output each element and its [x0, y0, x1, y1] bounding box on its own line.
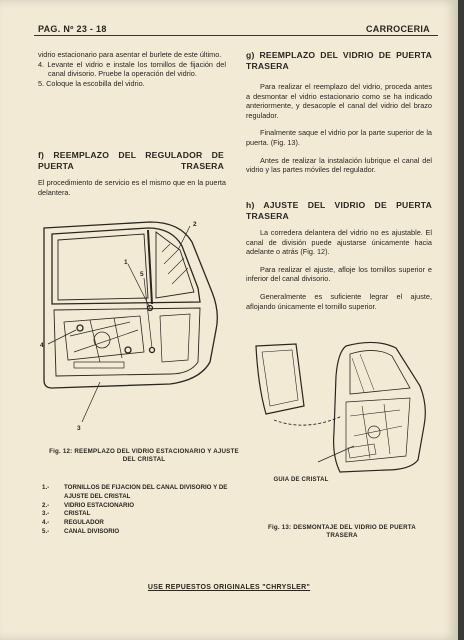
- header-rule: [34, 35, 438, 36]
- intro-text: vidrio estacionario para asentar el burlete de este último.: [38, 50, 222, 59]
- legend-item: 1.- TORNILLOS DE FIJACION DEL CANAL DIVISORIO Y DE AJUSTE DEL CRISTAL: [42, 484, 228, 500]
- fig12-caption: Fig. 12: REEMPLAZO DEL VIDRIO ESTACIONARIO Y AJUSTE DEL CRISTAL: [49, 448, 239, 463]
- fig12-callout-5: 5: [140, 271, 144, 278]
- section-title: CARROCERIA: [365, 24, 430, 34]
- legend-item: 3.- CRISTAL: [42, 510, 91, 518]
- fig13-caption: Fig. 13: DESMONTAJE DEL VIDRIO DE PUERTA TRASERA: [268, 524, 416, 539]
- section-g-paragraph: Para realizar el reemplazo del vidrio, proceda antes a desmontar el vidrio estacionario como se ha indicado anteriormente, y desacople el canal del vidrio del brazo regulador.: [246, 82, 432, 120]
- legend-item: 2.- VIDRIO ESTACIONARIO: [42, 501, 135, 509]
- fig13-door-diagram: [246, 336, 442, 476]
- section-h-title: h) AJUSTE DEL VIDRIO DE PUERTA TRASERA: [246, 200, 432, 221]
- section-h-paragraph: Para realizar el ajuste, afloje los tornillos superior e inferior del canal divisorio.: [246, 264, 432, 284]
- page-number: PAG. Nº 23 - 18: [38, 24, 107, 34]
- fig12-callout-2: 2: [193, 221, 197, 228]
- legend-item: 4.- REGULADOR: [42, 519, 104, 527]
- fig12-callout-4: 4: [40, 342, 44, 349]
- fig12-callout-1: 1: [124, 259, 128, 266]
- fig13-guia-label: GUIA DE CRISTAL: [273, 477, 329, 483]
- fig12-door-diagram: [30, 212, 230, 440]
- footer-note: USE REPUESTOS ORIGINALES "CHRYSLER": [147, 584, 311, 591]
- left-column: [38, 50, 226, 88]
- section-g-paragraph: Finalmente saque el vidrio por la parte superior de la puerta. (Fig. 13).: [246, 128, 432, 147]
- section-f-title: f) REEMPLAZO DEL REGULADOR DE PUERTA TRASERA: [38, 150, 224, 171]
- section-h-body: [246, 228, 432, 319]
- section-h-paragraph: La corredera delantera del vidrio no es ajustable. El canal de división puede ajustarse únicamente hacia adelante o atrás (Fig. 12).: [246, 228, 432, 257]
- legend-item: 5.- CANAL DIVISORIO: [42, 527, 120, 535]
- step-4: 4. Levante el vidrio e instale los tornillos de fijación del canal divisorio. Pruebe la operación del vidrio.: [38, 59, 226, 79]
- section-g-paragraph: Antes de realizar la instalación lubrique el canal del vidrio y las partes móviles del regulador.: [246, 155, 432, 175]
- fig12-callout-3: 3: [77, 425, 81, 432]
- section-f-text: El procedimiento de servicio es el mismo que en la puerta delantera.: [38, 178, 226, 197]
- step-5: 5. Coloque la escobilla del vidrio.: [38, 78, 145, 88]
- section-h-paragraph: Generalmente es suficiente legrar el ajuste, aflojando únicamente el tornillo superior.: [246, 291, 432, 311]
- section-g-title: g) REEMPLAZO DEL VIDRIO DE PUERTA TRASERA: [246, 50, 432, 71]
- fig12-legend: [42, 484, 232, 537]
- section-g-body: [246, 82, 432, 183]
